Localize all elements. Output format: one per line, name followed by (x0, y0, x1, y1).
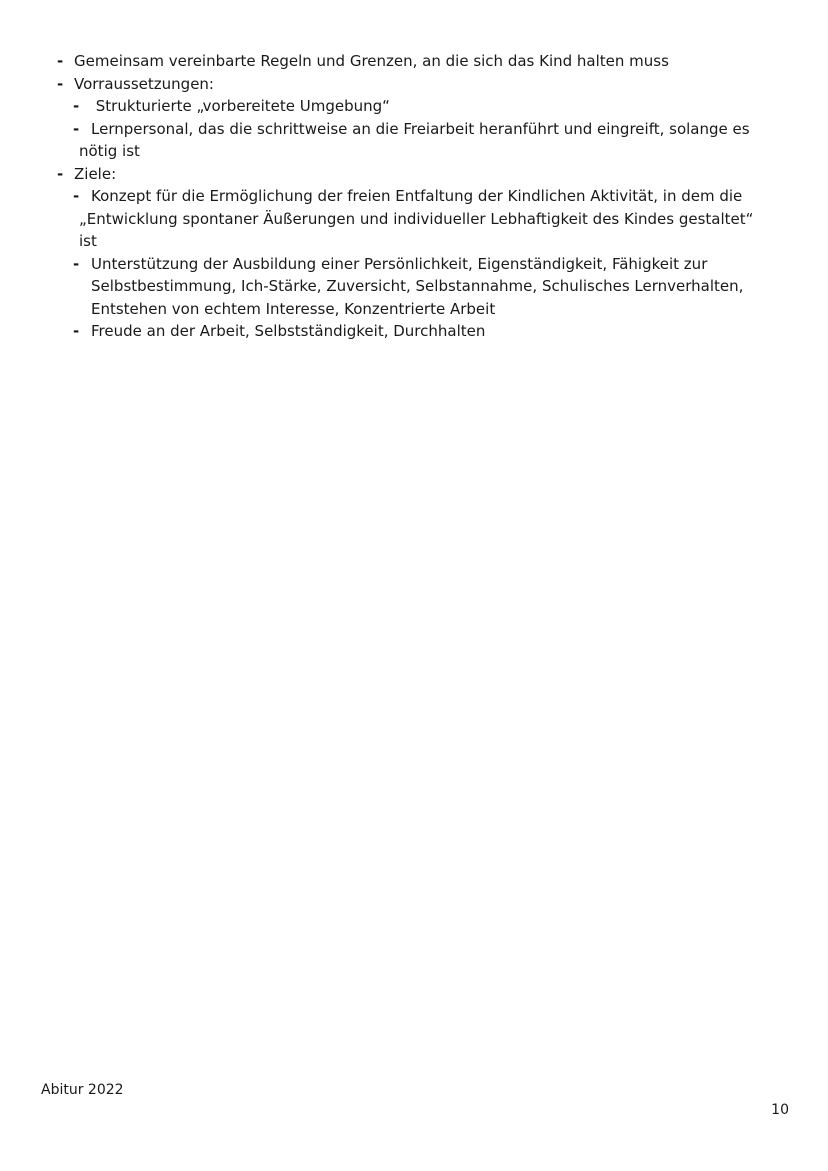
document-body (0, 50, 828, 343)
list-item-text-line-2: nötig ist (79, 142, 140, 160)
list-item-text-line-1: Lernpersonal, das die schrittweise an die Freiarbeit heranführt und eingreift, solange es (91, 119, 750, 138)
list-item-text: Vorraussetzungen: (74, 74, 214, 93)
list-item (0, 73, 774, 96)
sub-list-item (0, 95, 781, 118)
page-number: 10 (771, 1102, 789, 1118)
sub-list-item (0, 320, 781, 343)
list-item-text: Freude an der Arbeit, Selbstständigkeit, Durchhalten (91, 322, 486, 340)
dash-bullet: - (73, 254, 80, 273)
dash-bullet: - (73, 97, 80, 115)
sub-list-item (0, 185, 781, 253)
dash-bullet: - (73, 187, 80, 205)
list-item-text: Strukturierte „vorbereitete Umgebung“ (91, 97, 390, 115)
list-item-text: Ziele: (74, 164, 117, 183)
dash-bullet: - (57, 164, 64, 183)
list-item-text: Gemeinsam vereinbarte Regeln und Grenzen, an die sich das Kind halten muss (74, 52, 669, 70)
dash-bullet: - (73, 322, 80, 340)
list-item-text-line-2: Selbstbestimmung, Ich-Stärke, Zuversicht, Selbstannahme, Schulisches Lernverhalten, (91, 277, 744, 295)
dash-bullet: - (57, 52, 64, 70)
list-item-text-line-3: Entstehen von echtem Interesse, Konzentrierte Arbeit (91, 299, 496, 318)
list-item-text-line-2: „Entwicklung spontaner Äußerungen und individueller Lebhaftigkeit des Kindes gestaltet“ (79, 209, 754, 228)
list-item-text-line-1: Konzept für die Ermöglichung der freien Entfaltung der Kindlichen Aktivität, in dem die (91, 187, 743, 205)
dash-bullet: - (57, 74, 64, 93)
footer-label: Abitur 2022 (41, 1082, 124, 1098)
list-item-text-line-1: Unterstützung der Ausbildung einer Persönlichkeit, Eigenständigkeit, Fähigkeit zur (91, 254, 708, 273)
sub-list-item (0, 118, 781, 163)
list-item (0, 163, 774, 186)
sub-list-item (0, 253, 781, 321)
list-item-text-line-3: ist (79, 232, 97, 250)
list-item (0, 50, 774, 73)
dash-bullet: - (73, 119, 80, 138)
